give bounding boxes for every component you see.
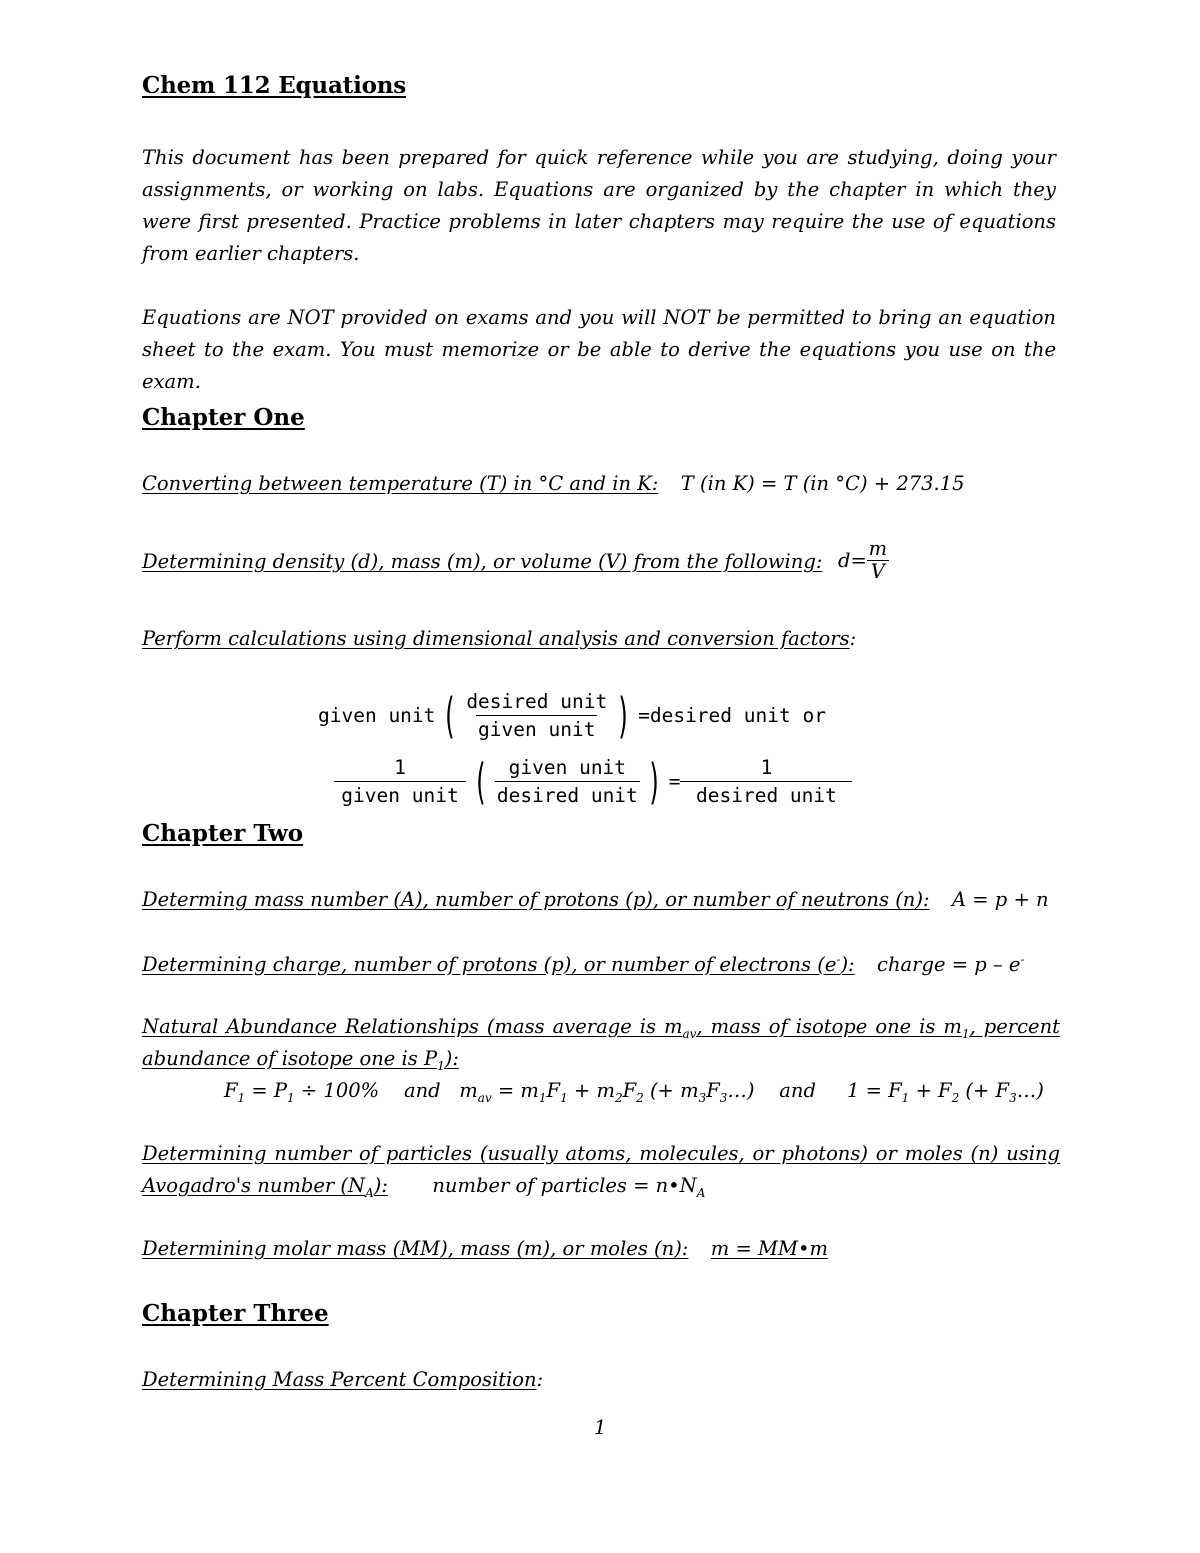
chapter-one-heading: Chapter One — [142, 404, 305, 431]
dimensional-analysis-label: Perform calculations using dimensional analysis and conversion factors — [142, 627, 850, 650]
eq2-denominator-1: given unit — [334, 781, 466, 807]
density-numerator: m — [868, 537, 888, 560]
density-label: Determining density (d), mass (m), or volume (V) from the following: — [142, 550, 823, 573]
eq1-denominator: given unit — [476, 715, 597, 741]
eq2-denominator-3: desired unit — [680, 781, 852, 807]
eq2-denominator-2: desired unit — [495, 781, 640, 807]
dimensional-analysis-line — [142, 627, 856, 650]
left-paren-icon: ( — [473, 753, 488, 810]
mass-number-label: Determing mass number (A), number of protons (p), or number of neutrons (n): — [142, 888, 930, 911]
eq2-numerator-3: 1 — [760, 756, 773, 779]
mass-percent-colon: : — [536, 1368, 544, 1391]
molar-mass-equation: m = MM•m — [710, 1237, 828, 1260]
left-paren-icon: ( — [442, 687, 458, 744]
natural-abundance-label-1: Natural Abundance Relationships (mass average is $m_{av}$, mass of isotope one is $m_1$, percent — [142, 1015, 1060, 1041]
eq2-numerator-1: 1 — [394, 756, 406, 779]
charge-equation: charge = p – e- — [877, 952, 1025, 976]
avogadro-equation: number of particles = $n•N_A$ — [432, 1174, 706, 1200]
eq1-given-unit: given unit — [318, 704, 436, 727]
eq2-numerator-2: given unit — [508, 756, 627, 779]
density-lhs: d= — [838, 549, 867, 572]
chapter-three-heading: Chapter Three — [142, 1300, 329, 1327]
charge-label: Determining charge, number of protons (p), or number of electrons (e-): — [142, 952, 855, 976]
natural-abundance-equations: $F_1 = P_1 \div 100\%$ and $m_{av} = m_1F_1 + m_2F_2$ (+ $m_3F_3\dots$) and $1 = F_1 + F_2$ (+ $F_3\dots$) — [224, 1079, 1044, 1105]
right-paren-icon: ) — [616, 687, 631, 744]
charge-line — [142, 952, 1024, 976]
conversion-equation-1 — [318, 687, 826, 744]
density-denominator: V — [867, 560, 889, 583]
eq2-fraction-2 — [495, 756, 640, 807]
right-paren-icon: ) — [647, 753, 662, 810]
density-line — [142, 550, 822, 573]
temperature-label: Converting between temperature (T) in °C and in K: — [142, 472, 659, 495]
document-title: Chem 112 Equations — [142, 72, 407, 99]
eq2-fraction-3 — [680, 756, 852, 807]
dimensional-analysis-colon: : — [849, 627, 857, 650]
intro-paragraph-1: This document has been prepared for quick reference while you are studying, doing your assignments, or working on labs. Equations are organized by the chapter in which they were first presented. Practice problems in later chapters may require the use of equations from earlier chapters. — [142, 146, 1056, 265]
eq2-fraction-1 — [334, 756, 466, 807]
eq1-numerator: desired unit — [466, 690, 608, 713]
conversion-equation-2 — [334, 753, 852, 810]
mass-percent-line — [142, 1368, 543, 1391]
avogadro-line-2 — [142, 1174, 705, 1200]
natural-abundance-line-1 — [142, 1015, 1060, 1041]
eq2-equals: = — [668, 770, 681, 793]
molar-mass-line — [142, 1237, 828, 1260]
avogadro-label-2: Avogadro's number $(N_A)$: — [142, 1174, 388, 1200]
temperature-conversion-line — [142, 472, 965, 495]
mass-number-line — [142, 888, 1049, 911]
eq1-fraction — [464, 690, 609, 741]
avogadro-label-1: Determining number of particles (usually atoms, molecules, or photons) or moles (n) using — [142, 1142, 1060, 1165]
density-equation — [838, 538, 889, 583]
intro-paragraph-2: Equations are NOT provided on exams and you will NOT be permitted to bring an equation sheet to the exam. You must memorize or be able to derive the equations you use on the exam. — [142, 306, 1056, 393]
molar-mass-label: Determining molar mass (MM), mass (m), or moles (n): — [142, 1237, 689, 1260]
mass-percent-label: Determining Mass Percent Composition — [142, 1368, 537, 1391]
temperature-equation: T (in K) = T (in °C) + 273.15 — [680, 472, 965, 495]
page-number: 1 — [594, 1416, 607, 1439]
eq1-rhs: =desired unit or — [638, 704, 826, 727]
natural-abundance-line-2 — [142, 1047, 459, 1073]
avogadro-line-1 — [142, 1142, 1060, 1165]
natural-abundance-label-2: abundance of isotope one is $P_1$): — [142, 1047, 459, 1073]
chapter-two-heading: Chapter Two — [142, 820, 304, 847]
mass-number-equation: A = p + n — [951, 888, 1049, 911]
